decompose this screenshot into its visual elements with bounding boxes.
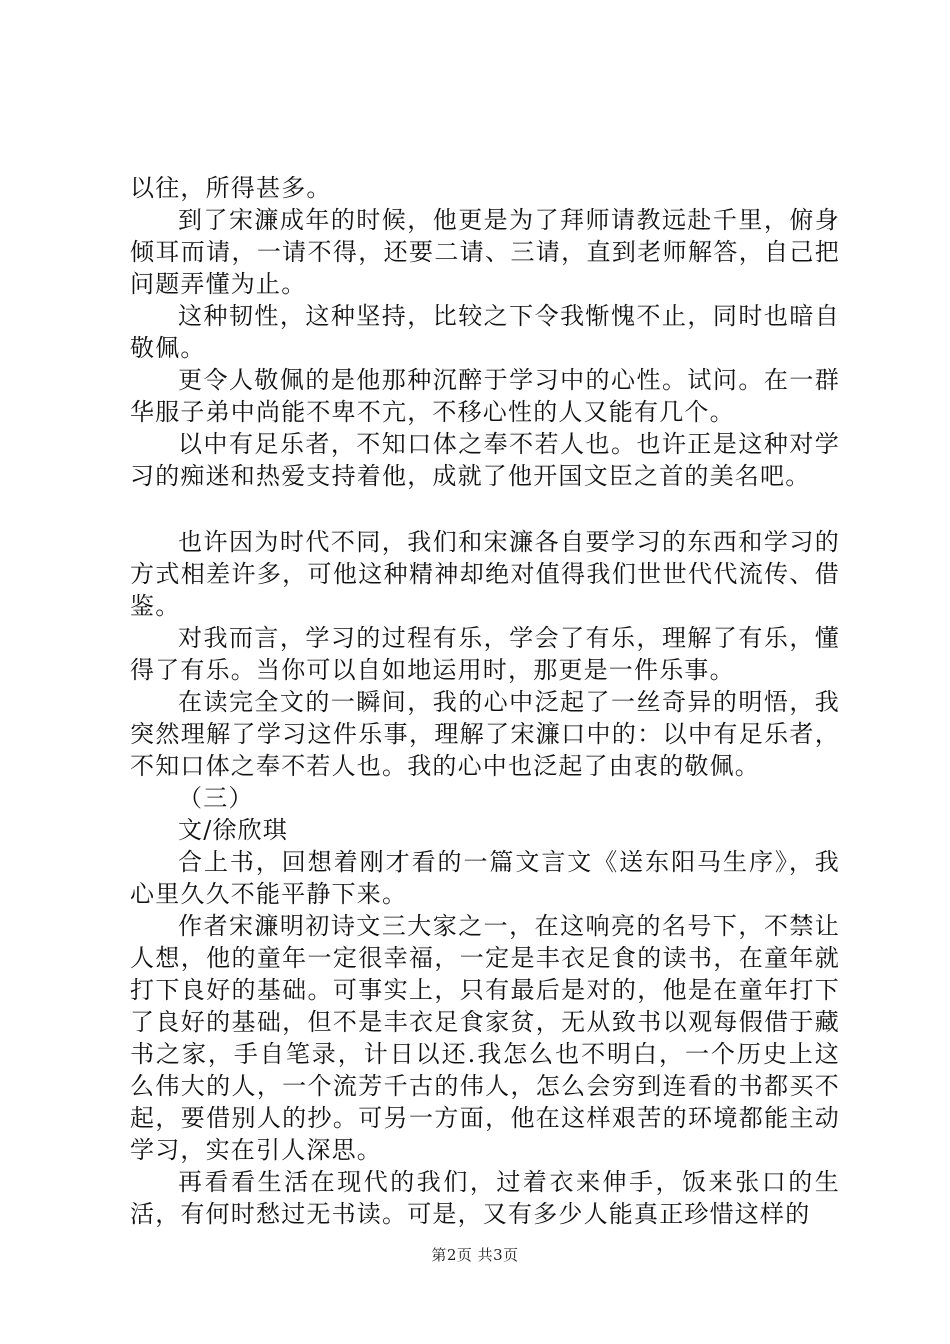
paragraph: 到了宋濂成年的时候，他更是为了拜师请教远赴千里，俯身倾耳而请，一请不得，还要二请、三请，直到老师解答，自己把问题弄懂为止。 (130, 206, 840, 298)
section-heading: （三） (178, 784, 254, 812)
paragraph: 在读完全文的一瞬间，我的心中泛起了一丝奇异的明悟，我突然理解了学习这件乐事，理解了宋濂口中的：以中有足乐者，不知口体之奉不若人也。我的心中也泛起了由衷的敬佩。 (130, 688, 840, 780)
paragraph: 作者宋濂明初诗文三大家之一，在这响亮的名号下，不禁让人想，他的童年一定很幸福，一定是丰衣足食的读书，在童年就打下良好的基础。可事实上，只有最后是对的，他是在童年打下了良好的基础，但不是丰衣足食家贫，无从致书以观每假借于藏书之家，手自笔录，计日以还.我怎么也不明白，一个历史上这么伟大的人，一个流芳千古的伟人，怎么会穷到连看的书都买不起，要借别人的抄。可另一方面，他在这样艰苦的环境都能主动学习，实在引人深思。 (130, 912, 840, 1164)
document-body (130, 172, 840, 1230)
author-line: 文/徐欣琪 (178, 816, 289, 844)
paragraph-spacer (130, 492, 840, 526)
paragraph: 以中有足乐者，不知口体之奉不若人也。也许正是这种对学习的痴迷和热爱支持着他，成就了他开国文臣之首的美名吧。 (130, 430, 840, 490)
paragraph: 合上书，回想着刚才看的一篇文言文《送东阳马生序》，我心里久久不能平静下来。 (130, 848, 840, 908)
paragraph-continued: 以往，所得甚多。 (130, 174, 332, 202)
paragraph: 再看看生活在现代的我们，过着衣来伸手，饭来张口的生活，有何时愁过无书读。可是，又有多少人能真正珍惜这样的 (130, 1168, 840, 1228)
page-footer: 第2页 共3页 (431, 1246, 519, 1264)
paragraph: 对我而言，学习的过程有乐，学会了有乐，理解了有乐，懂得了有乐。当你可以自如地运用时，那更是一件乐事。 (130, 624, 840, 684)
paragraph: 也许因为时代不同，我们和宋濂各自要学习的东西和学习的方式相差许多，可他这种精神却绝对值得我们世世代代流传、借鉴。 (130, 528, 840, 620)
paragraph: 更令人敬佩的是他那种沉醉于学习中的心性。试问。在一群华服子弟中尚能不卑不亢，不移心性的人又能有几个。 (130, 366, 840, 426)
paragraph: 这种韧性，这种坚持，比较之下令我惭愧不止，同时也暗自敬佩。 (130, 302, 840, 362)
